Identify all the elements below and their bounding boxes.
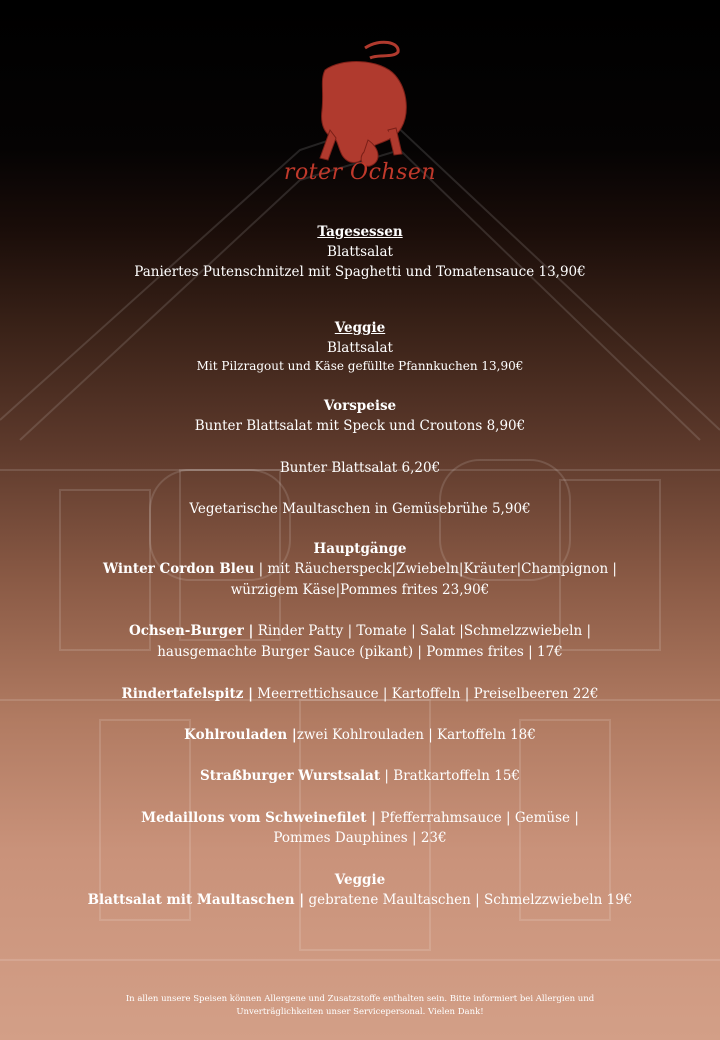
veggie-main-heading: Veggie bbox=[334, 872, 386, 888]
footer-line-2: Unverträglichkeiten unser Servicepersonal. Vielen Dank! bbox=[236, 1007, 484, 1017]
main-dish-name: Straßburger Wurstsalat bbox=[199, 768, 381, 784]
main-dish-line bbox=[40, 810, 680, 826]
main-dish-description: | Bratkartoffeln 15€ bbox=[380, 768, 521, 784]
main-dish-name: Winter Cordon Bleu bbox=[103, 561, 255, 577]
main-dish-line-2: würzigem Käse|Pommes frites 23,90€ bbox=[230, 582, 490, 598]
footer-line-1: In allen unsere Speisen können Allergene und Zusatzstoffe enthalten sein. Bitte informiert bei Allergien und bbox=[125, 994, 595, 1004]
main-dish-name: Kohlrouladen | bbox=[184, 727, 297, 743]
main-dish-name: Ochsen-Burger | bbox=[128, 623, 254, 639]
allergen-footer bbox=[60, 993, 660, 1019]
main-dish-line bbox=[40, 623, 680, 639]
vorspeise-item: Bunter Blattsalat mit Speck und Croutons 8,90€ bbox=[194, 418, 526, 434]
main-dish-description: Meerrettichsauce | Kartoffeln | Preiselbeeren 22€ bbox=[252, 686, 599, 702]
main-dish-name: Medaillons vom Schweinefilet | bbox=[141, 810, 377, 826]
main-dish-line bbox=[40, 727, 680, 743]
brand-wordmark: roter Ochsen bbox=[283, 160, 437, 185]
tagesessen-heading: Tagesessen bbox=[317, 224, 403, 240]
vorspeise-heading: Vorspeise bbox=[323, 398, 397, 414]
main-dish-name: Rindertafelspitz | bbox=[121, 686, 253, 702]
main-dish-description: zwei Kohlrouladen | Kartoffeln 18€ bbox=[296, 727, 536, 743]
veggie-daily-heading: Veggie bbox=[334, 320, 386, 336]
vorspeise-item: Bunter Blattsalat 6,20€ bbox=[279, 460, 441, 476]
main-dish-line-2: hausgemachte Burger Sauce (pikant) | Pommes frites | 17€ bbox=[157, 644, 563, 660]
main-dish-description: Rinder Patty | Tomate | Salat |Schmelzzwiebeln | bbox=[253, 623, 592, 639]
veggie-daily-line-2: Mit Pilzragout und Käse gefüllte Pfannkuchen 13,90€ bbox=[196, 359, 524, 373]
veggie-main-name: Blattsalat mit Maultaschen | bbox=[87, 892, 305, 908]
tagesessen-line-1: Blattsalat bbox=[327, 244, 393, 260]
main-dish-description: | mit Räucherspeck|Zwiebeln|Kräuter|Champignon | bbox=[254, 561, 617, 577]
tagesessen-line-2: Paniertes Putenschnitzel mit Spaghetti und Tomatensauce 13,90€ bbox=[134, 264, 586, 280]
vorspeise-item: Vegetarische Maultaschen in Gemüsebrühe 5,90€ bbox=[189, 501, 531, 517]
veggie-main-description: gebratene Maultaschen | Schmelzzwiebeln 19€ bbox=[304, 892, 633, 908]
main-dish-line bbox=[40, 686, 680, 702]
veggie-main-line bbox=[40, 892, 680, 908]
main-dish-line bbox=[40, 561, 680, 577]
veggie-daily-line-1: Blattsalat bbox=[327, 340, 393, 356]
main-dish-line bbox=[40, 768, 680, 784]
hauptgaenge-heading: Hauptgänge bbox=[313, 541, 407, 557]
main-dish-line-2: Pommes Dauphines | 23€ bbox=[273, 830, 447, 846]
main-dish-description: Pfefferrahmsauce | Gemüse | bbox=[376, 810, 579, 826]
